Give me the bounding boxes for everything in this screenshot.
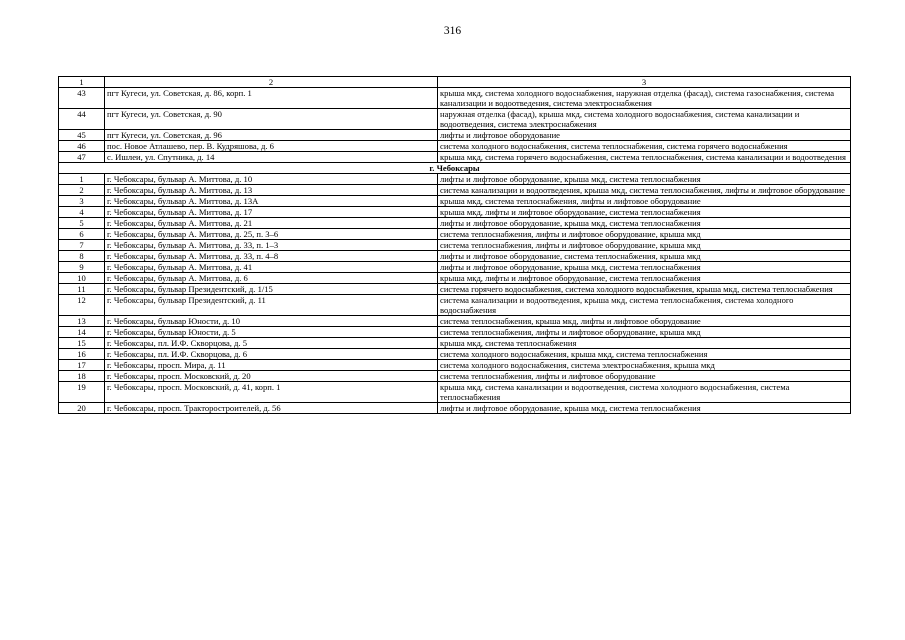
table-row <box>59 360 851 371</box>
address-cell: г. Чебоксары, бульвар А. Миттова, д. 25, п. 3–6 <box>105 229 438 240</box>
table-row <box>59 218 851 229</box>
works-cell: система холодного водоснабжения, система электроснабжения, крыша мкд <box>438 360 851 371</box>
row-number: 12 <box>59 295 105 316</box>
row-number: 17 <box>59 360 105 371</box>
address-cell: г. Чебоксары, бульвар А. Миттова, д. 41 <box>105 262 438 273</box>
works-cell: система холодного водоснабжения, система теплоснабжения, система горячего водоснабжения <box>438 141 851 152</box>
row-number: 9 <box>59 262 105 273</box>
table-row <box>59 371 851 382</box>
address-cell: г. Чебоксары, просп. Тракторостроителей, д. 56 <box>105 403 438 414</box>
row-number: 4 <box>59 207 105 218</box>
repair-works-table <box>58 76 851 414</box>
address-cell: г. Чебоксары, просп. Московский, д. 20 <box>105 371 438 382</box>
row-number: 16 <box>59 349 105 360</box>
table-row <box>59 403 851 414</box>
table-row <box>59 152 851 163</box>
works-cell: система холодного водоснабжения, крыша мкд, система теплоснабжения <box>438 349 851 360</box>
table-row <box>59 338 851 349</box>
row-number: 20 <box>59 403 105 414</box>
address-cell: г. Чебоксары, бульвар А. Миттова, д. 21 <box>105 218 438 229</box>
table-row <box>59 349 851 360</box>
row-number: 2 <box>59 185 105 196</box>
table-row <box>59 295 851 316</box>
works-cell: система теплоснабжения, лифты и лифтовое оборудование, крыша мкд <box>438 229 851 240</box>
address-cell: пгт Кугеси, ул. Советская, д. 96 <box>105 130 438 141</box>
section-title: г. Чебоксары <box>59 163 851 174</box>
works-cell: крыша мкд, система холодного водоснабжения, наружная отделка (фасад), система газоснабжения, система канализации и водоотведения, система электроснабжения <box>438 88 851 109</box>
table-row <box>59 262 851 273</box>
works-cell: лифты и лифтовое оборудование, крыша мкд, система теплоснабжения <box>438 403 851 414</box>
table-row <box>59 196 851 207</box>
address-cell: г. Чебоксары, бульвар Президентский, д. 1/15 <box>105 284 438 295</box>
table-row <box>59 207 851 218</box>
row-number: 14 <box>59 327 105 338</box>
address-cell: с. Ишлеи, ул. Спутника, д. 14 <box>105 152 438 163</box>
works-cell: крыша мкд, система теплоснабжения, лифты и лифтовое оборудование <box>438 196 851 207</box>
works-cell: крыша мкд, система канализации и водоотведения, система холодного водоснабжения, система теплоснабжения <box>438 382 851 403</box>
row-number: 10 <box>59 273 105 284</box>
column-numbers-row <box>59 77 851 88</box>
address-cell: г. Чебоксары, бульвар А. Миттова, д. 33, п. 4–8 <box>105 251 438 262</box>
table-row <box>59 141 851 152</box>
works-cell: система теплоснабжения, лифты и лифтовое оборудование <box>438 371 851 382</box>
works-cell: крыша мкд, система горячего водоснабжения, система теплоснабжения, система канализации и водоотведения <box>438 152 851 163</box>
column-number: 1 <box>59 77 105 88</box>
works-cell: система горячего водоснабжения, система холодного водоснабжения, крыша мкд, система теплоснабжения <box>438 284 851 295</box>
address-cell: пгт Кугеси, ул. Советская, д. 90 <box>105 109 438 130</box>
works-cell: наружная отделка (фасад), крыша мкд, система холодного водоснабжения, система канализации и водоотведения, система электроснабжения <box>438 109 851 130</box>
table-row <box>59 284 851 295</box>
works-cell: система канализации и водоотведения, крыша мкд, система теплоснабжения, лифты и лифтовое оборудование <box>438 185 851 196</box>
address-cell: г. Чебоксары, просп. Московский, д. 41, корп. 1 <box>105 382 438 403</box>
address-cell: г. Чебоксары, бульвар А. Миттова, д. 17 <box>105 207 438 218</box>
column-number: 2 <box>105 77 438 88</box>
works-cell: система канализации и водоотведения, крыша мкд, система теплоснабжения, система холодного водоснабжения <box>438 295 851 316</box>
address-cell: г. Чебоксары, просп. Мира, д. 11 <box>105 360 438 371</box>
table-row <box>59 229 851 240</box>
table-row <box>59 316 851 327</box>
row-number: 13 <box>59 316 105 327</box>
works-cell: система теплоснабжения, крыша мкд, лифты и лифтовое оборудование <box>438 316 851 327</box>
section-row <box>59 163 851 174</box>
table-body <box>59 77 851 414</box>
row-number: 47 <box>59 152 105 163</box>
row-number: 11 <box>59 284 105 295</box>
table-row <box>59 130 851 141</box>
works-cell: система теплоснабжения, лифты и лифтовое оборудование, крыша мкд <box>438 327 851 338</box>
address-cell: г. Чебоксары, бульвар А. Миттова, д. 13 <box>105 185 438 196</box>
works-cell: лифты и лифтовое оборудование, крыша мкд, система теплоснабжения <box>438 174 851 185</box>
address-cell: г. Чебоксары, бульвар А. Миттова, д. 10 <box>105 174 438 185</box>
address-cell: г. Чебоксары, бульвар А. Миттова, д. 6 <box>105 273 438 284</box>
works-cell: крыша мкд, система теплоснабжения <box>438 338 851 349</box>
table-row <box>59 185 851 196</box>
table-row <box>59 240 851 251</box>
page-number: 316 <box>443 25 462 37</box>
works-cell: лифты и лифтовое оборудование <box>438 130 851 141</box>
works-cell: лифты и лифтовое оборудование, крыша мкд, система теплоснабжения <box>438 262 851 273</box>
row-number: 6 <box>59 229 105 240</box>
works-cell: лифты и лифтовое оборудование, система теплоснабжения, крыша мкд <box>438 251 851 262</box>
row-number: 5 <box>59 218 105 229</box>
row-number: 1 <box>59 174 105 185</box>
address-cell: г. Чебоксары, бульвар Юности, д. 5 <box>105 327 438 338</box>
row-number: 43 <box>59 88 105 109</box>
works-cell: крыша мкд, лифты и лифтовое оборудование, система теплоснабжения <box>438 273 851 284</box>
row-number: 44 <box>59 109 105 130</box>
row-number: 45 <box>59 130 105 141</box>
table-row <box>59 382 851 403</box>
row-number: 8 <box>59 251 105 262</box>
works-cell: крыша мкд, лифты и лифтовое оборудование, система теплоснабжения <box>438 207 851 218</box>
address-cell: г. Чебоксары, бульвар Юности, д. 10 <box>105 316 438 327</box>
row-number: 18 <box>59 371 105 382</box>
row-number: 19 <box>59 382 105 403</box>
row-number: 7 <box>59 240 105 251</box>
address-cell: пос. Новое Атлашево, пер. В. Кудряшова, д. 6 <box>105 141 438 152</box>
row-number: 15 <box>59 338 105 349</box>
address-cell: г. Чебоксары, бульвар А. Миттова, д. 33, п. 1–3 <box>105 240 438 251</box>
address-cell: г. Чебоксары, бульвар А. Миттова, д. 13А <box>105 196 438 207</box>
works-cell: лифты и лифтовое оборудование, крыша мкд, система теплоснабжения <box>438 218 851 229</box>
table-row <box>59 273 851 284</box>
table-row <box>59 174 851 185</box>
address-cell: г. Чебоксары, пл. И.Ф. Скворцова, д. 6 <box>105 349 438 360</box>
works-cell: система теплоснабжения, лифты и лифтовое оборудование, крыша мкд <box>438 240 851 251</box>
address-cell: г. Чебоксары, пл. И.Ф. Скворцова, д. 5 <box>105 338 438 349</box>
table-row <box>59 88 851 109</box>
address-cell: г. Чебоксары, бульвар Президентский, д. 11 <box>105 295 438 316</box>
table-row <box>59 327 851 338</box>
address-cell: пгт Кугеси, ул. Советская, д. 86, корп. 1 <box>105 88 438 109</box>
row-number: 3 <box>59 196 105 207</box>
table-row <box>59 251 851 262</box>
column-number: 3 <box>438 77 851 88</box>
table-row <box>59 109 851 130</box>
row-number: 46 <box>59 141 105 152</box>
